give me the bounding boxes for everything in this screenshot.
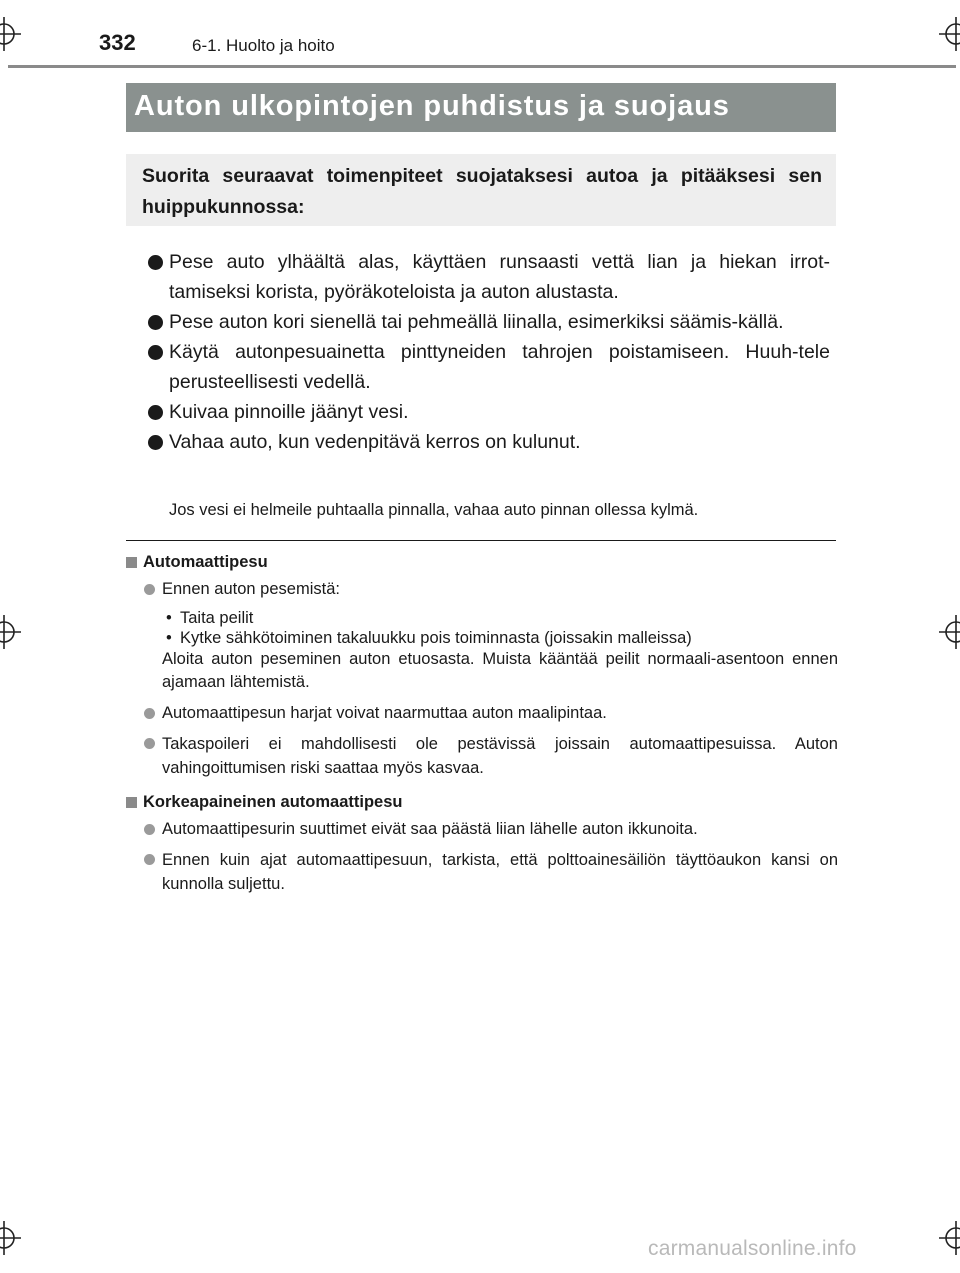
list-item-text: Ennen kuin ajat automaattipesuun, tarkista, että polttoainesäiliön täyttöaukon kansi on kunnolla suljettu. [162,851,838,893]
bullet-icon [144,584,155,595]
intro-text: Suorita seuraavat toimenpiteet suojataksesi autoa ja pitääksesi sen huippukunnossa: [142,165,822,218]
square-bullet-icon [126,557,137,568]
list-item [148,307,830,337]
registration-mark-icon [0,615,21,649]
intro-box [126,154,836,226]
square-bullet-icon [126,797,137,808]
bullet-icon [148,315,163,330]
automatic-wash-section [126,551,838,780]
header-divider [8,65,956,68]
bullet-icon [144,708,155,719]
list-item-text: Ennen auton pesemistä: [162,580,340,598]
wax-note: Jos vesi ei helmeile puhtaalla pinnalla, vahaa auto pinnan ollessa kylmä. [169,501,699,519]
section-heading: Korkeapaineinen automaattipesu [126,791,838,813]
sub-bullet: • Taita peilit [166,608,838,628]
registration-mark-icon [0,17,21,51]
list-item [148,247,830,307]
list-item-text: Pese auto ylhäältä alas, käyttäen runsaasti vettä lian ja hiekan irrot-tamiseksi korista, pyöräkoteloista ja auton alustasta. [169,251,830,303]
high-pressure-wash-section [126,791,838,896]
section-divider [126,540,836,541]
page-number: 332 [99,30,136,55]
list-item-text: Kuivaa pinnoille jäänyt vesi. [169,401,409,423]
bullet-icon [148,435,163,450]
bullet-icon [148,255,163,270]
bullet-icon [148,345,163,360]
page-title: Auton ulkopintojen puhdistus ja suojaus [126,83,836,132]
list-item [126,702,838,724]
registration-mark-icon [0,1221,21,1255]
list-item-text: Automaattipesun harjat voivat naarmuttaa auton maalipintaa. [162,704,607,722]
bullet-icon [144,738,155,749]
sub-bullet-list [126,608,838,648]
list-item [148,397,830,427]
list-item [148,427,830,457]
list-item-text: Vahaa auto, kun vedenpitävä kerros on kulunut. [169,431,581,453]
watermark: carmanualsonline.info [648,1237,857,1260]
registration-mark-icon [939,17,960,51]
list-item-text: Automaattipesurin suuttimet eivät saa päästä liian lähelle auton ikkunoita. [162,820,698,838]
list-item [126,732,838,780]
list-item [148,337,830,397]
list-item [126,848,838,896]
list-item-text: Pese auton kori sienellä tai pehmeällä liinalla, esimerkiksi säämis-källä. [169,311,784,333]
bullet-icon [148,405,163,420]
section-heading: Automaattipesu [126,551,838,573]
mirror-note: Aloita auton peseminen auton etuosasta. Muista kääntää peilit normaali-asentoon ennen ajamaan lähtemistä. [162,650,838,691]
list-item-text: Takaspoileri ei mahdollisesti ole pestävissä joissain automaattipesuissa. Auton vahingoittumisen riski saattaa myös kasvaa. [162,735,838,777]
list-item [126,578,838,600]
bullet-icon [144,824,155,835]
section-reference: 6-1. Huolto ja hoito [192,36,335,55]
registration-mark-icon [939,1221,960,1255]
list-item-text: Käytä autonpesuainetta pinttyneiden tahrojen poistamiseen. Huuh-tele perusteellisesti vedellä. [169,341,830,393]
list-item [126,818,838,840]
registration-mark-icon [939,615,960,649]
main-instruction-list [148,247,830,457]
sub-bullet: • Kytke sähkötoiminen takaluukku pois toiminnasta (joissakin malleissa) [166,628,838,648]
bullet-icon [144,854,155,865]
